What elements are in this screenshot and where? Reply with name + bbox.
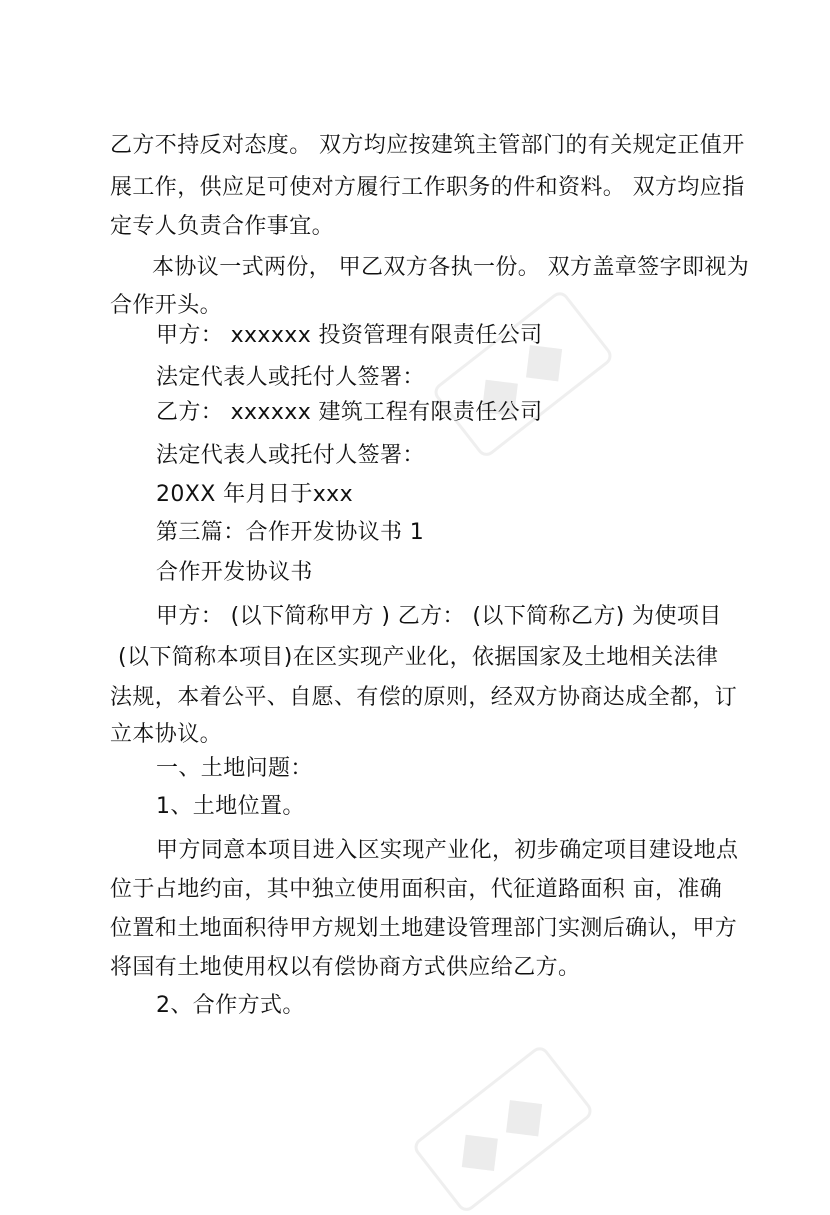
paragraph-line: 位于占地约亩，其中独立使用面积亩，代征道路面积 亩，准确 bbox=[110, 877, 723, 902]
watermark-stamp: ◆◆ bbox=[431, 288, 616, 460]
date-line: 20XX 年月日于xxx bbox=[156, 482, 353, 507]
paragraph-line: 立本协议。 bbox=[110, 722, 223, 747]
paragraph-line: 甲方同意本项目进入区实现产业化，初步确定项目建设地点 bbox=[156, 838, 739, 863]
party-b-line: 乙方： xxxxxx 建筑工程有限责任公司 bbox=[156, 400, 543, 425]
paragraph-line: 将国有土地使用权以有偿协商方式供应给乙方。 bbox=[110, 955, 581, 980]
paragraph-line: 本协议一式两份， 甲乙双方各执一份。 双方盖章签字即视为 bbox=[152, 255, 750, 280]
party-a-line: 甲方： xxxxxx 投资管理有限责任公司 bbox=[156, 323, 543, 348]
section-heading: 第三篇：合作开发协议书 1 bbox=[156, 520, 425, 545]
signature-line: 法定代表人或托付人签署： bbox=[156, 365, 425, 390]
paragraph-line: 展工作，供应足可使对方履行工作职务的件和资料。 双方均应指 bbox=[110, 175, 745, 200]
watermark-stamp: ◆◆ bbox=[411, 1043, 596, 1215]
paragraph-line: 合作开头。 bbox=[110, 293, 223, 318]
paragraph-line: 甲方： (以下简称甲方 ) 乙方： (以下简称乙方) 为使项目 bbox=[156, 604, 722, 629]
signature-line: 法定代表人或托付人签署： bbox=[156, 443, 425, 468]
paragraph-line: (以下简称本项目)在区实现产业化，依据国家及土地相关法律 bbox=[118, 645, 719, 670]
paragraph-line: 定专人负责合作事宜。 bbox=[110, 214, 335, 239]
paragraph-line: 位置和土地面积待甲方规划土地建设管理部门实测后确认，甲方 bbox=[110, 916, 738, 941]
clause-heading: 1、土地位置。 bbox=[156, 794, 305, 819]
paragraph-line: 乙方不持反对态度。 双方均应按建筑主管部门的有关规定正值开 bbox=[110, 133, 745, 158]
clause-heading: 2、合作方式。 bbox=[156, 993, 305, 1018]
paragraph-line: 法规，本着公平、自愿、有偿的原则，经双方协商达成全都，订 bbox=[110, 685, 738, 710]
document-title: 合作开发协议书 bbox=[156, 560, 313, 585]
clause-heading: 一、土地问题： bbox=[156, 756, 313, 781]
